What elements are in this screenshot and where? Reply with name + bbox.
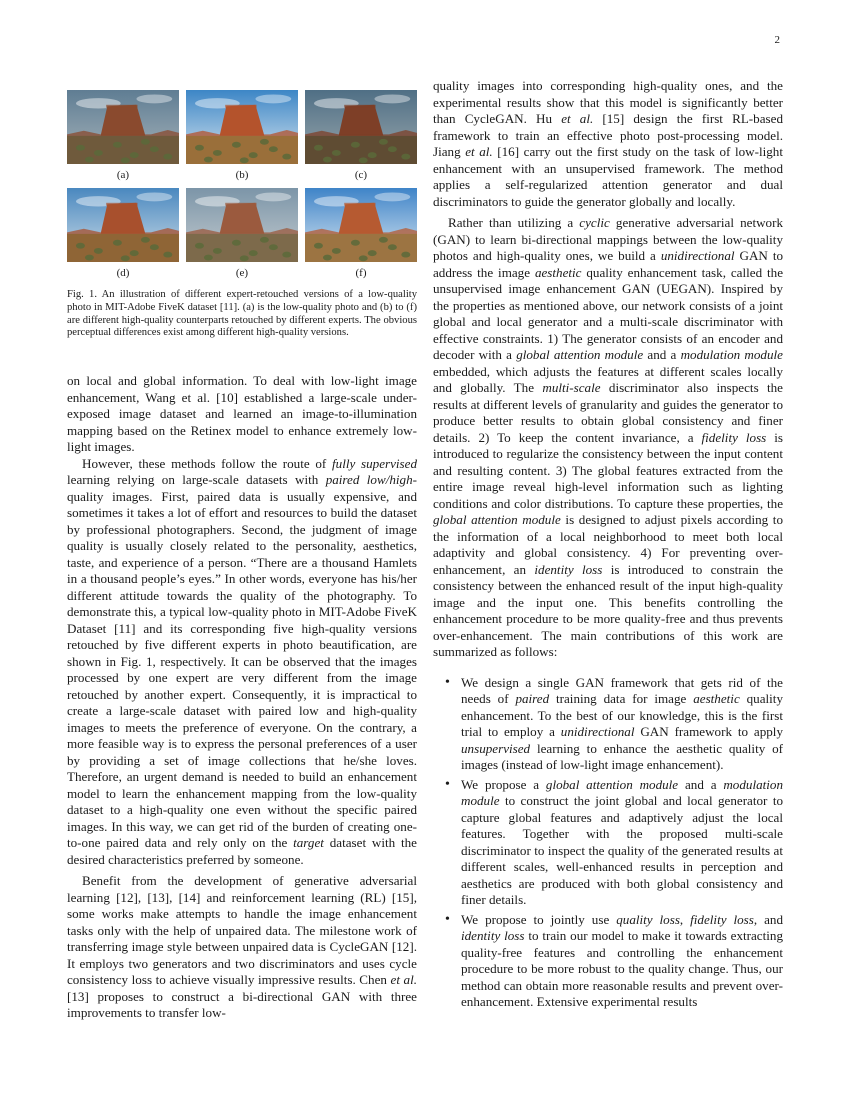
text-run: and a (643, 347, 681, 362)
figure-1 (67, 90, 417, 284)
emphasis: target (293, 835, 324, 850)
text-run: quality enhancement. To the best of our knowledge, this is the first trial to employ a (461, 691, 783, 739)
shrub-shape (240, 255, 249, 261)
text-run: learning relying on large-scale datasets with (67, 472, 326, 487)
bullet-icon: • (445, 776, 450, 792)
shrub-shape (260, 139, 269, 145)
shrub-shape (388, 244, 397, 250)
shrub-shape (260, 237, 269, 243)
paragraph (433, 215, 783, 661)
shrub-shape (282, 252, 291, 258)
shrub-shape (282, 154, 291, 160)
text-run: [13] proposes to construct a bi-directional GAN with three improvements to transfer low- (67, 988, 417, 1020)
shrub-shape (130, 250, 139, 256)
text-run: is introduced to regularize the consistency between the input content and resulting content. 3) The global features extracted from the entire image reveal high-level information such as lighting conditions and color distributions. To capture these properties, the (433, 429, 783, 511)
emphasis: global attention module (433, 512, 561, 527)
page-number: 2 (774, 34, 780, 46)
shrub-shape (94, 150, 103, 156)
list-item (433, 912, 783, 1011)
shrub-shape (163, 154, 172, 160)
shrub-shape (85, 255, 94, 261)
emphasis: modulation module (461, 776, 783, 808)
right-column (433, 78, 783, 1014)
emphasis: fully supervised (332, 455, 418, 471)
shrub-shape (213, 248, 222, 254)
shrub-shape (121, 255, 130, 261)
subfigure-e (186, 188, 298, 284)
emphasis: global attention module (516, 347, 644, 362)
shrub-shape (232, 142, 241, 148)
shrub-shape (130, 152, 139, 158)
shrub-shape (213, 150, 222, 156)
list-item (433, 675, 783, 774)
photo-b (186, 90, 298, 164)
photo-d (67, 188, 179, 262)
shrub-shape (204, 255, 213, 261)
shrub-shape (332, 248, 341, 254)
shrub-shape (351, 240, 360, 246)
mesa-cap-shape (106, 105, 137, 108)
shrub-shape (249, 152, 258, 158)
text-run: Benefit from the development of generative adversarial learning [12], [13], [14] and reinforcement learning (RL) [15], some works make attempts to handle the image enhancement tasks only with the help of unpaired data. The milestone work of transferring image style between unpaired data is CycleGAN [12]. It employs two generators and two discriminators and uses cycle consistency loss to achieve visually impressive results. Chen (67, 873, 417, 987)
photo-e (186, 188, 298, 262)
emphasis: cyclic (579, 215, 610, 230)
shrub-shape (379, 139, 388, 145)
cloud-shape (136, 192, 172, 201)
shrub-shape (368, 152, 377, 158)
text-run: is introduced to constrain the consistency between the enhanced result of the input high-quality image and the input one. This benefits controlling the enhancement procedure to be more quality-free and thus prevents over-enhancement. The main contributions of this work are summarized as follows: (433, 561, 784, 659)
emphasis: paired low/high- (325, 472, 417, 487)
left-column (67, 373, 417, 1022)
photo-a (67, 90, 179, 164)
cloud-shape (136, 94, 172, 103)
shrub-shape (240, 157, 249, 163)
shrub-shape (121, 157, 130, 163)
text-run: [15] design the first RL-based framework to train an effective photo post-processing model. Jiang (433, 111, 783, 159)
text-run: [16] carry out the first study on the task of low-light enhancement with an unsupervised framework. The method applies a self-regularized attention generator and dual discriminators to guide the generator globally and locally. (433, 144, 783, 209)
paragraph (67, 873, 417, 1022)
figure-caption: Fig. 1. An illustration of different expert-retouched versions of a low-quality photo in MIT-Adobe FiveK dataset [11]. (a) is the low-quality photo and (b) to (f) are different high-quality counterparts retouched by different experts. The obvious perceptual differences exist among different high-quality versions. (67, 289, 417, 339)
figure-row-bottom (67, 188, 417, 284)
shrub-shape (150, 244, 159, 250)
paragraph (433, 78, 783, 210)
text-run: , (679, 911, 691, 927)
shrub-shape (141, 237, 150, 243)
text-run: is designed to adjust pixels according to the information of a local neighborhood to meet both local adaptivity and global consistency. 4) For preventing over-enhancement, an (433, 512, 783, 577)
text-run: on local and global information. To deal with low-light image enhancement, Wang et al. [10] established a large-scale under-exposed image dataset and learned an image-to-illumination mapping based on the Retinex model to enhance extremely low-light images. (67, 373, 417, 454)
shrub-shape (401, 252, 410, 258)
shrub-shape (141, 139, 150, 145)
bullet-icon: • (445, 911, 450, 927)
shrub-shape (314, 243, 323, 249)
emphasis: aesthetic (693, 691, 740, 706)
cloud-shape (374, 94, 410, 103)
text-run: Rather than utilizing a (448, 215, 580, 230)
list-item (433, 777, 783, 909)
emphasis: paired (515, 691, 550, 706)
mesa-cap-shape (225, 105, 256, 108)
text-run: However, these methods follow the route of (82, 455, 333, 471)
shrub-shape (314, 145, 323, 151)
subfigure-c (305, 90, 417, 186)
shrub-shape (163, 252, 172, 258)
subfigure-f (305, 188, 417, 284)
shrub-shape (269, 146, 278, 152)
paragraph (67, 456, 417, 869)
shrub-shape (379, 237, 388, 243)
emphasis: identity loss (534, 561, 603, 577)
emphasis: global attention module (545, 776, 679, 792)
emphasis: modulation module (680, 347, 783, 362)
text-run: quality enhancement task, called the unsupervised image enhancement GAN (UEGAN). Inspired by the properties as mentioned above, our network consists of a joint global and local generator and a multi-scale discriminator with effective constraints. 1) The generator consists of an encoder and decoder with a (433, 264, 784, 362)
emphasis: multi-scale (542, 380, 601, 395)
shrub-shape (249, 250, 258, 256)
shrub-shape (332, 150, 341, 156)
shrub-shape (351, 142, 360, 148)
subfigure-a (67, 90, 179, 186)
mesa-cap-shape (344, 105, 375, 108)
emphasis: et al. (561, 111, 594, 126)
shrub-shape (150, 146, 159, 152)
text-run: dataset with the desired characteristics preferred by someone. (67, 835, 417, 867)
text-run: training data for image (549, 691, 694, 706)
shrub-shape (94, 248, 103, 254)
emphasis: unidirectional (560, 724, 635, 739)
shrub-shape (388, 146, 397, 152)
text-run: We design a single GAN framework that gets rid of the needs of (461, 674, 783, 706)
text-run: discriminator also inspects the results at different levels of granularity and guides the generator to produce better results to obtain global consistency and finer details. 2) To keep the content invariance, a (433, 380, 783, 445)
text-run: GAN to address the image (433, 248, 783, 280)
subfigure-label: (b) (235, 169, 249, 181)
emphasis: unsupervised (461, 740, 531, 756)
text-run: quality images. First, paired data is usually expensive, and sometimes it takes a lot of effort and resources to build the dataset by professional photographers. Second, the judgment of image quality is usually closely related to the personality, aesthetics, taste, and experience of a person. “There are a thousand Hamlets in a thousand people’s eyes.” In other words, everyone has his/her different attitude towards the quality of the photography. To demonstrate this, a typical low-quality photo in MIT-Adobe FiveK Dataset [11] and its corresponding five high-quality versions retouched by five different experts in photo beautification, are shown in Fig. 1, respectively. It can be observed that the images processed by one expert are very different from the image retouched by another expert. Consequently, it is impractical to create a large-scale dataset with paired low and high-quality images to meets the preference of everyone. On the contrary, a more feasible way is to express the personal preferences of a user by providing a set of image collections that he/she loves. Therefore, an urgent demand is needed to build an enhancement model to learn the enhancement mapping from the low-quality dataset to a high-quality one even without the specific paired images. In this way, we can get rid of the burden of creating one-to-one paired data and rely only on the (67, 488, 417, 850)
cloud-shape (374, 192, 410, 201)
shrub-shape (76, 243, 85, 249)
text-run: to train our model to make it towards extracting quality-free features and controlling the enhancement procedure to be more robust to the quality change. Thus, our method can obtain more reasonable results and prevent over-enhancement. Extensive experimental results (461, 928, 783, 1009)
text-run: , and (753, 911, 783, 927)
mesa-cap-shape (225, 203, 256, 206)
subfigure-d (67, 188, 179, 284)
emphasis: identity loss (461, 928, 525, 943)
text-run: generative adversarial network (GAN) to learn bi-directional mappings between the low-quality photos and high-quality ones, we build a (433, 215, 783, 263)
shrub-shape (195, 243, 204, 249)
shrub-shape (113, 142, 122, 148)
text-run: We propose to jointly use (461, 911, 617, 927)
mesa-cap-shape (106, 203, 137, 206)
photo-f (305, 188, 417, 262)
text-run: GAN framework to apply (634, 724, 783, 739)
text-run: embedded, which adjusts the features at different scales locally and globally. The (433, 363, 783, 395)
shrub-shape (359, 157, 368, 163)
shrub-shape (401, 154, 410, 160)
text-run: and a (678, 776, 724, 792)
emphasis: et al. (390, 972, 417, 987)
subfigure-label: (e) (235, 267, 249, 279)
shrub-shape (323, 255, 332, 261)
photo-c (305, 90, 417, 164)
shrub-shape (113, 240, 122, 246)
subfigure-label: (c) (354, 169, 368, 181)
subfigure-label: (f) (355, 267, 367, 279)
bullet-icon: • (445, 674, 450, 690)
mesa-cap-shape (344, 203, 375, 206)
shrub-shape (85, 157, 94, 163)
shrub-shape (269, 244, 278, 250)
emphasis: unidirectional (660, 248, 735, 263)
emphasis: fidelity loss (690, 911, 754, 927)
shrub-shape (195, 145, 204, 151)
text-run: learning to enhance the aesthetic quality of images (instead of low-light image enhancement). (461, 740, 783, 772)
subfigure-label: (d) (116, 267, 130, 279)
subfigure-label: (a) (116, 169, 130, 181)
shrub-shape (204, 157, 213, 163)
emphasis: quality loss (616, 911, 680, 927)
shrub-shape (368, 250, 377, 256)
shrub-shape (323, 157, 332, 163)
cloud-shape (255, 94, 291, 103)
shrub-shape (76, 145, 85, 151)
contributions-list (433, 675, 783, 1011)
shrub-shape (232, 240, 241, 246)
shrub-shape (359, 255, 368, 261)
text-run: We propose a (461, 776, 546, 792)
cloud-shape (255, 192, 291, 201)
paragraph (67, 373, 417, 456)
figure-row-top (67, 90, 417, 186)
emphasis: fidelity loss (701, 429, 767, 445)
emphasis: et al. (465, 144, 493, 159)
text-run: to construct the joint global and local generator to capture global features and adaptively adjust the local features. Together with the proposed multi-scale discriminator to inspect the quality of the generated results at different scales, well-enhanced results in perception and aesthetics are produced with both global consistency and finer details. (461, 793, 783, 907)
subfigure-b (186, 90, 298, 186)
text-run: quality images into corresponding high-quality ones, and the experimental results show that this model is significantly better than CycleGAN. Hu (433, 78, 783, 126)
emphasis: aesthetic (534, 264, 582, 280)
